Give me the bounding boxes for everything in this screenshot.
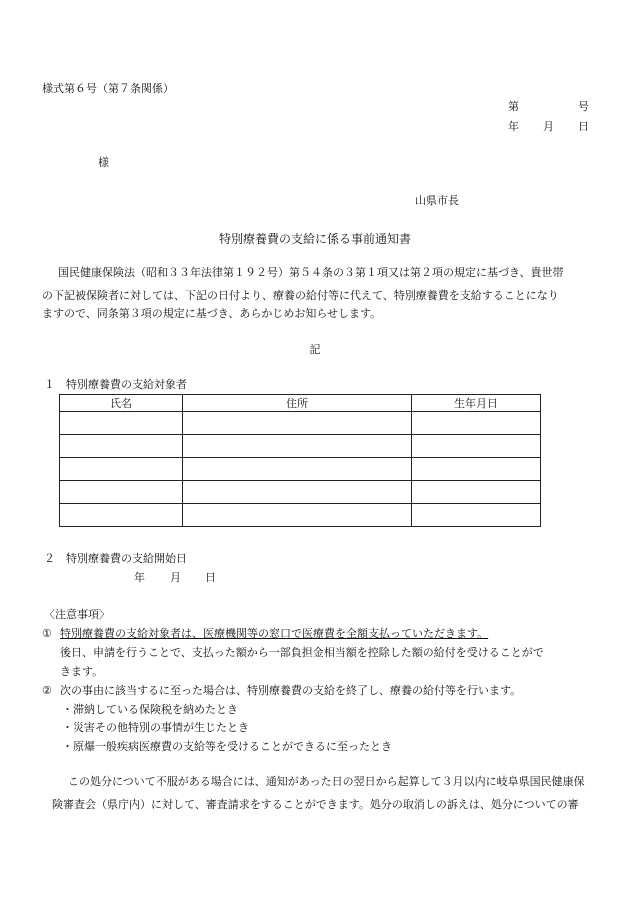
cell-name [60,412,183,435]
table-row [60,481,541,504]
cell-address [183,412,412,435]
table-header-row [60,395,541,412]
note-1-line-1: 特別療養費の支給対象者は、医療機関等の窓口で医療費を全額支払っていただきます。 [60,627,489,640]
note-2-bullet-1: ・滞納している保険税を納めたとき [62,703,238,716]
note-2-line-1: 次の事由に該当するに至った場合は、特別療養費の支給を終了し、療養の給付等を行います。 [60,684,522,697]
column-header-name: 氏名 [60,395,183,412]
notes-heading: 〈注意事項〉 [44,608,110,621]
start-date-year: 年 [134,571,145,584]
cell-name [60,458,183,481]
issue-date-year: 年 [508,120,519,133]
cell-address [183,458,412,481]
cell-address [183,481,412,504]
cell-birthdate [412,458,541,481]
column-header-birthdate: 生年月日 [412,395,541,412]
table-row [60,412,541,435]
cell-name [60,435,183,458]
intro-line-1: 国民健康保険法（昭和３３年法律第１９２号）第５４条の３第１項又は第２項の規定に基づき、貴世帯 [58,266,564,279]
section2-heading: ２ 特別療養費の支給開始日 [44,552,187,565]
recipient-suffix: 様 [98,156,109,169]
cell-birthdate [412,412,541,435]
table-row [60,458,541,481]
subjects-table [59,394,541,527]
cell-birthdate [412,435,541,458]
note-2-marker: ② [42,684,52,697]
issue-date-day: 日 [578,120,589,133]
cell-address [183,504,412,527]
ki-label: 記 [309,343,321,356]
note-1-line-2: 後日、申請を行うことで、支払った額から一部負担金相当額を控除した額の給付を受けることがで [60,646,544,659]
intro-line-2: の下記被保険者に対しては、下記の日付より、療養の給付等に代えて、特別療養費を支給することになり [42,289,559,302]
issuer: 山県市長 [415,194,459,207]
note-2-bullet-3: ・原爆一般疾病医療費の支給等を受けることができるに至ったとき [62,740,392,753]
section1-heading: １ 特別療養費の支給対象者 [44,378,187,391]
note-1-line-3: きます。 [60,665,104,678]
cell-address [183,435,412,458]
cell-name [60,504,183,527]
note-2-bullet-2: ・災害その他特別の事情が生じたとき [62,721,249,734]
appeal-line-1: この処分について不服がある場合には、通知があった日の翌日から起算して３月以内に岐阜県国民健康保 [68,775,585,788]
issue-date-month: 月 [543,120,554,133]
start-date-day: 日 [205,571,216,584]
appeal-line-2: 険審査会（県庁内）に対して、審査請求をすることができます。処分の取消しの訴えは、処分についての審 [52,798,579,811]
column-header-address: 住所 [183,395,412,412]
table-row [60,435,541,458]
document-title: 特別療養費の支給に係る事前通知書 [218,232,411,246]
doc-number-prefix: 第 [508,100,519,113]
doc-number-suffix: 号 [578,100,589,113]
cell-birthdate [412,504,541,527]
note-1-marker: ① [42,627,52,640]
intro-line-3: ますので、同条第３項の規定に基づき、あらかじめお知らせします。 [42,307,382,320]
start-date-month: 月 [170,571,181,584]
form-number: 様式第６号（第７条関係） [42,82,174,95]
cell-name [60,481,183,504]
table-row [60,504,541,527]
cell-birthdate [412,481,541,504]
